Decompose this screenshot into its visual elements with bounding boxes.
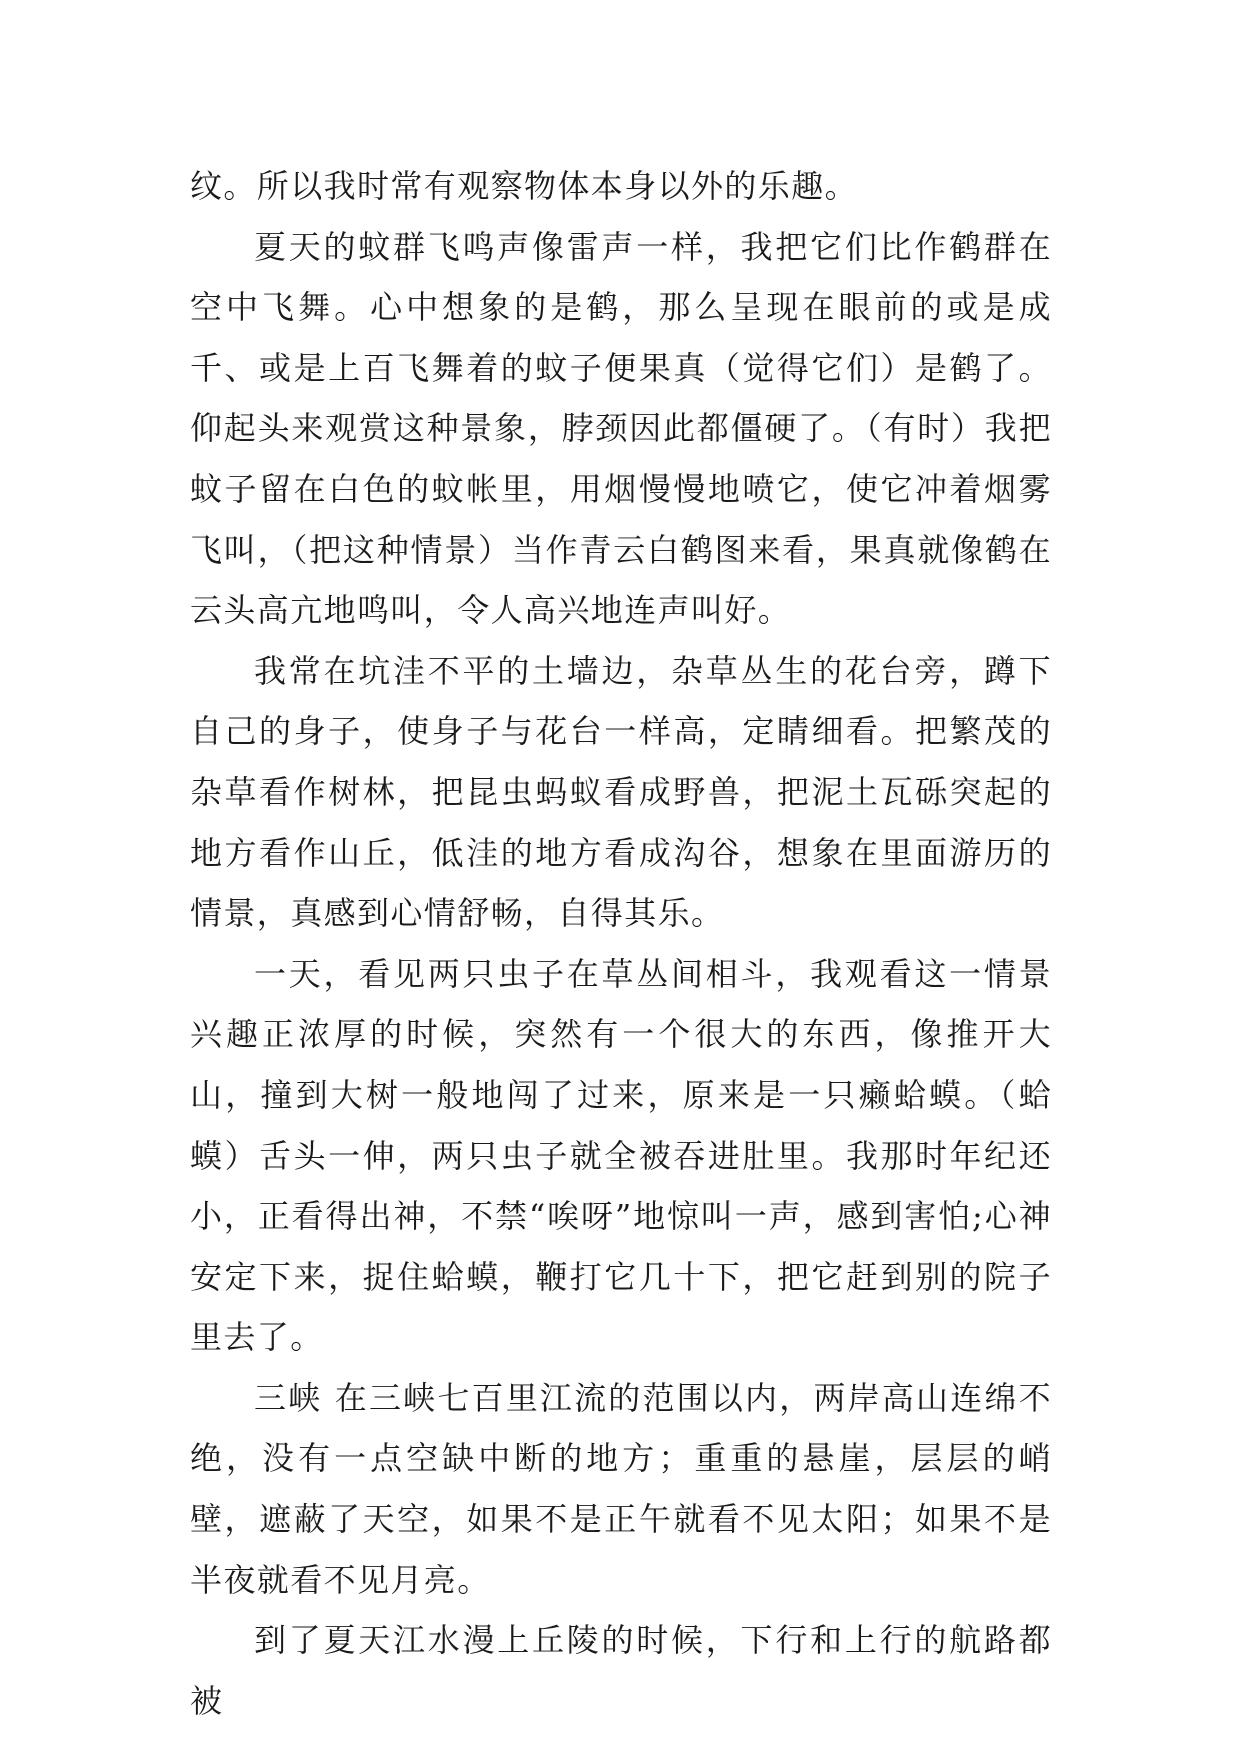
paragraph-summer-river: 到了夏天江水漫上丘陵的时候，下行和上行的航路都被 xyxy=(190,1621,1052,1720)
paragraph-grass-garden: 我常在坑洼不平的土墙边，杂草丛生的花台旁，蹲下自己的身子，使身子与花台一样高，定睛细看。把繁茂的杂草看作树林，把昆虫蚂蚁看成野兽，把泥土瓦砾突起的地方看作山丘，低洼的地方看成沟谷，想象在里面游历的情景，真感到心情舒畅，自得其乐。 xyxy=(190,651,1052,933)
document-page xyxy=(190,156,1052,1731)
paragraph-mosquitoes: 夏天的蚊群飞鸣声像雷声一样，我把它们比作鹤群在空中飞舞。心中想象的是鹤，那么呈现在眼前的或是成千、或是上百飞舞着的蚊子便果真（觉得它们）是鹤了。仰起头来观赏这种景象，脖颈因此都僵硬了。（有时）我把蚊子留在白色的蚊帐里，用烟慢慢地喷它，使它冲着烟雾飞叫，（把这种情景）当作青云白鹤图来看，果真就像鹤在云头高亢地鸣叫，令人高兴地连声叫好。 xyxy=(190,227,1052,630)
paragraph-continuation: 纹。所以我时常有观察物体本身以外的乐趣。 xyxy=(190,167,859,205)
paragraph-toad: 一天，看见两只虫子在草丛间相斗，我观看这一情景兴趣正浓厚的时候，突然有一个很大的东西，像推开大山，撞到大树一般地闯了过来，原来是一只癞蛤蟆。（蛤蟆）舌头一伸，两只虫子就全被吞进肚里。我那时年纪还小，正看得出神，不禁“唉呀”地惊叫一声，感到害怕;心神安定下来，捉住蛤蟆，鞭打它几十下，把它赶到别的院子里去了。 xyxy=(190,954,1052,1357)
paragraph-three-gorges: 三峡 在三峡七百里江流的范围以内，两岸高山连绵不绝，没有一点空缺中断的地方；重重的悬崖，层层的峭壁，遮蔽了天空，如果不是正午就看不见太阳；如果不是半夜就看不见月亮。 xyxy=(190,1378,1052,1599)
